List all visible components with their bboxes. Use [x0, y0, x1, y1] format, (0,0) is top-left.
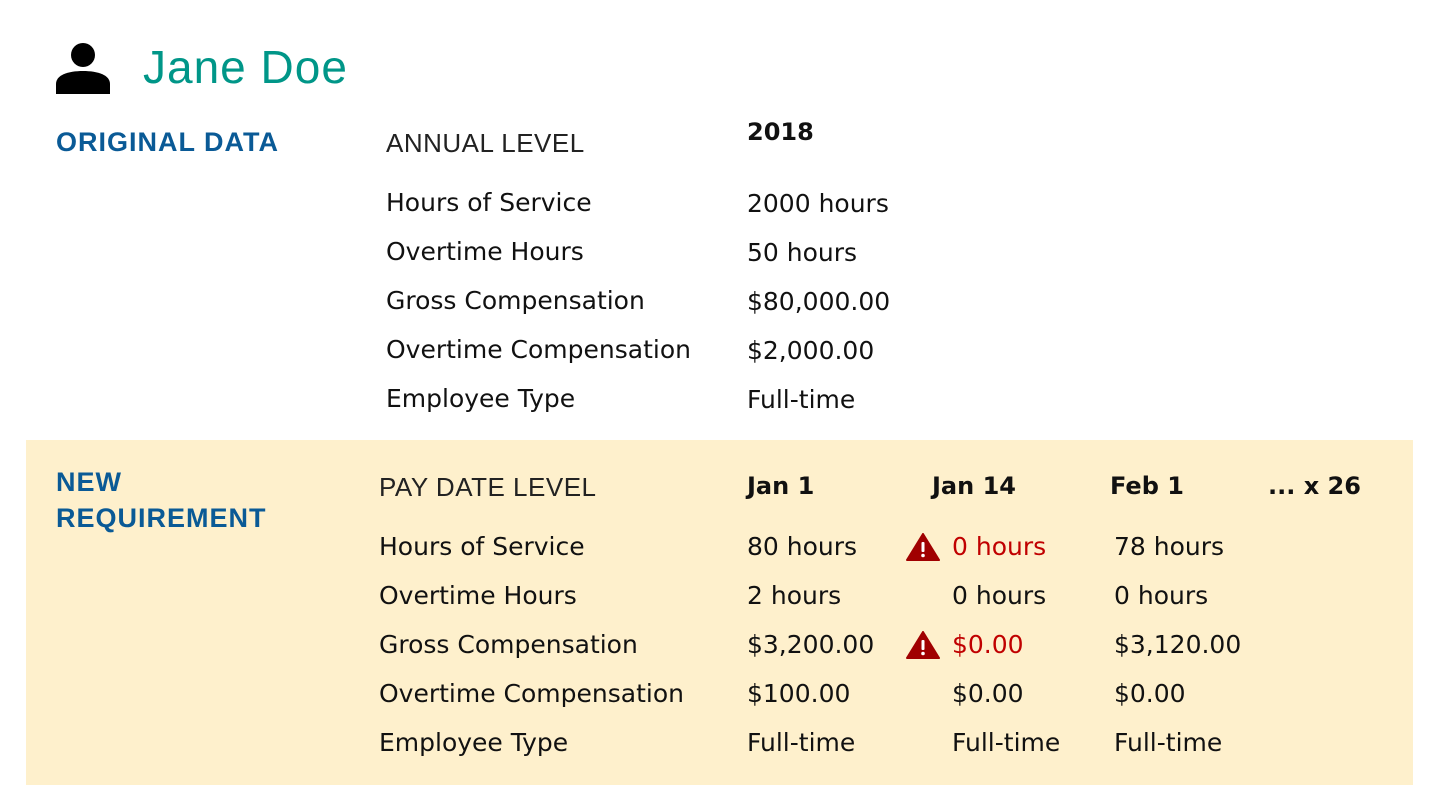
row-label: Hours of Service: [386, 188, 592, 217]
row-value: $100.00: [747, 679, 851, 708]
new-requirement-title-line1: NEW: [56, 467, 122, 497]
warning-value: 0 hours: [952, 532, 1047, 561]
person-name: Jane Doe: [143, 41, 348, 93]
row-value: Full-time: [747, 728, 856, 757]
row-value: 0 hours: [1114, 581, 1209, 610]
column-header: Feb 1: [1110, 472, 1184, 500]
row-label: Overtime Compensation: [386, 335, 691, 364]
person-icon: [56, 42, 110, 94]
row-label: Overtime Hours: [386, 237, 584, 266]
row-value: 2000 hours: [747, 189, 889, 218]
row-value: 80 hours: [747, 532, 858, 561]
annual-level-label: ANNUAL LEVEL: [386, 128, 585, 158]
row-value: Full-time: [952, 728, 1061, 757]
row-label: Gross Compensation: [386, 286, 645, 315]
column-header-2018: 2018: [747, 118, 814, 146]
row-value: 2 hours: [747, 581, 842, 610]
row-value: 0 hours: [952, 581, 1047, 610]
row-value: 50 hours: [747, 238, 858, 267]
row-value: Full-time: [747, 385, 856, 414]
row-label: Employee Type: [379, 728, 569, 757]
row-value: $3,200.00: [747, 630, 875, 659]
column-header: ... x 26: [1268, 472, 1361, 500]
warning-icon: [906, 631, 940, 659]
row-value: $0.00: [1114, 679, 1186, 708]
new-requirement-title-line2: REQUIREMENT: [56, 503, 267, 533]
original-data-title: ORIGINAL DATA: [56, 127, 279, 157]
row-value: $80,000.00: [747, 287, 891, 316]
column-header: Jan 1: [747, 472, 815, 500]
pay-date-level-label: PAY DATE LEVEL: [379, 472, 597, 502]
row-value: Full-time: [1114, 728, 1223, 757]
row-label: Overtime Compensation: [379, 679, 684, 708]
warning-icon: [906, 533, 940, 561]
row-label: Employee Type: [386, 384, 576, 413]
column-header: Jan 14: [932, 472, 1016, 500]
warning-value: $0.00: [952, 630, 1024, 659]
row-value: $3,120.00: [1114, 630, 1242, 659]
row-label: Overtime Hours: [379, 581, 577, 610]
row-value: $2,000.00: [747, 336, 875, 365]
new-requirement-title: [56, 464, 267, 536]
row-label: Gross Compensation: [379, 630, 638, 659]
row-label: Hours of Service: [379, 532, 585, 561]
row-value: 78 hours: [1114, 532, 1225, 561]
row-value: $0.00: [952, 679, 1024, 708]
